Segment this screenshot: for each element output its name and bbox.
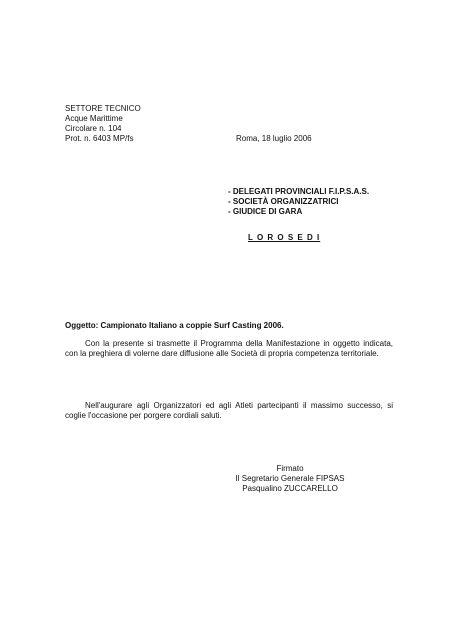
signature-name: Pasqualino ZUCCARELLO bbox=[242, 484, 338, 493]
recipient-line: - GIUDICE DI GARA bbox=[228, 207, 303, 216]
paragraph-text: Nell'augurare agli Organizzatori ed agli Atleti partecipanti il massimo successo, si coglie l'occasione per porgere cordiali saluti. bbox=[65, 401, 393, 420]
circular-number: Circolare n. 104 bbox=[65, 124, 122, 133]
loro-sedi-heading: L O R O S E D I bbox=[248, 233, 321, 242]
recipients-block bbox=[228, 187, 369, 217]
body-paragraph bbox=[65, 339, 393, 359]
subject-line: Oggetto: Campionato Italiano a coppie Surf Casting 2006. bbox=[65, 321, 284, 330]
body-paragraph bbox=[65, 401, 393, 421]
letter-date: Roma, 18 luglio 2006 bbox=[236, 134, 312, 143]
signature-signed: Firmato bbox=[276, 464, 304, 473]
paragraph-text: Con la presente si trasmette il Programma della Manifestazione in oggetto indicata, con la preghiera di volerne dare diffusione alle Società di propria competenza territoriale. bbox=[65, 339, 393, 358]
recipient-line: - DELEGATI PROVINCIALI F.I.P.S.A.S. bbox=[228, 187, 370, 196]
signature-title: Il Segretario Generale FIPSAS bbox=[235, 474, 345, 483]
signature-block bbox=[232, 464, 348, 494]
sender-block bbox=[65, 104, 141, 144]
protocol-number: Prot. n. 6403 MP/fs bbox=[65, 134, 134, 143]
sender-subdepartment: Acque Marittime bbox=[65, 114, 123, 123]
recipient-line: - SOCIETÀ ORGANIZZATRICI bbox=[228, 197, 339, 206]
sender-department: SETTORE TECNICO bbox=[65, 104, 141, 113]
